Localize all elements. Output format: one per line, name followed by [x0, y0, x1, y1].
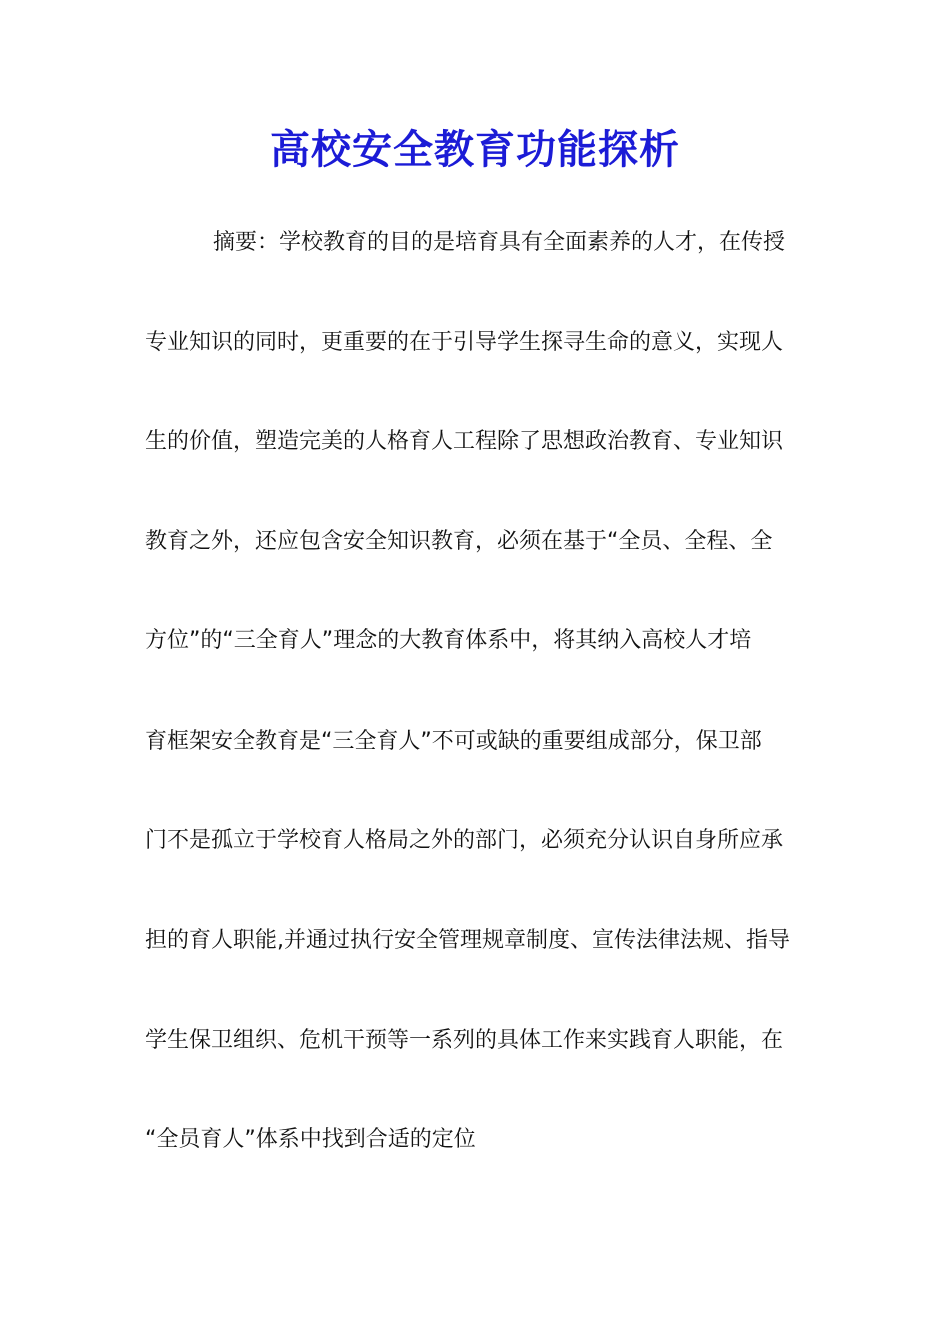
- abstract-line: 专业知识的同时，更重要的在于引导学生探寻生命的意义，实现人: [145, 330, 784, 355]
- abstract-line: 学生保卫组织、危机干预等一系列的具体工作来实践育人职能，在: [145, 1028, 784, 1053]
- page-title: 高校安全教育功能探析: [270, 126, 680, 173]
- abstract-line: 教育之外，还应包含安全知识教育，必须在基于“全员、全程、全: [145, 529, 773, 554]
- abstract-line: 担的育人职能,并通过执行安全管理规章制度、宣传法律法规、指导: [145, 928, 790, 953]
- abstract-line: “全员育人”体系中找到合适的定位: [145, 1127, 476, 1152]
- abstract-line: 育框架安全教育是“三全育人”不可或缺的重要组成部分，保卫部: [145, 729, 762, 754]
- abstract-line: 门不是孤立于学校育人格局之外的部门，必须充分认识自身所应承: [145, 828, 784, 853]
- abstract-line: 摘要：学校教育的目的是培育具有全面素养的人才，在传授: [213, 230, 786, 255]
- abstract-line: 生的价值，塑造完美的人格育人工程除了思想政治教育、专业知识: [145, 429, 784, 454]
- abstract-line: 方位”的“三全育人”理念的大教育体系中，将其纳入高校人才培: [145, 628, 752, 653]
